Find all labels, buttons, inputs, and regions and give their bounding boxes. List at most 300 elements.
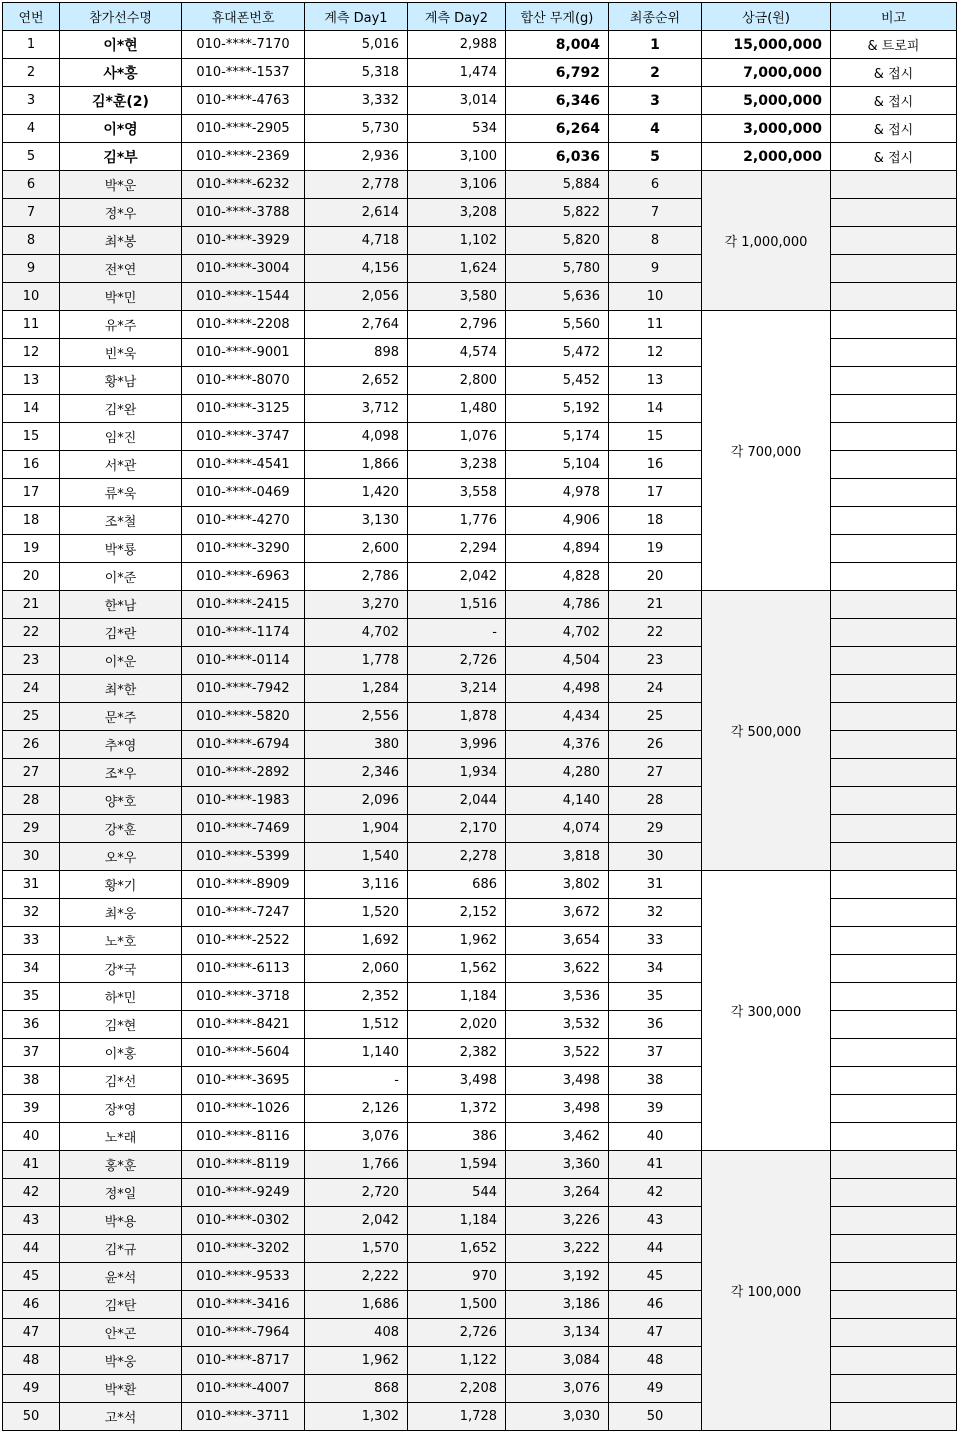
cell-day2: 4,574 (408, 339, 506, 367)
cell-phone: 010-****-6113 (182, 955, 305, 983)
cell-total: 6,792 (506, 59, 609, 87)
cell-note (831, 675, 957, 703)
cell-no: 47 (3, 1319, 60, 1347)
cell-rank: 7 (609, 199, 702, 227)
cell-phone: 010-****-3711 (182, 1403, 305, 1431)
cell-no: 4 (3, 115, 60, 143)
cell-name: 김*훈(2) (60, 87, 182, 115)
cell-name: 김*현 (60, 1011, 182, 1039)
cell-day1: 2,600 (305, 535, 408, 563)
cell-day1: 4,718 (305, 227, 408, 255)
cell-note (831, 199, 957, 227)
cell-name: 홍*훈 (60, 1151, 182, 1179)
cell-total: 3,226 (506, 1207, 609, 1235)
cell-total: 6,346 (506, 87, 609, 115)
cell-no: 13 (3, 367, 60, 395)
cell-no: 10 (3, 283, 60, 311)
cell-phone: 010-****-7942 (182, 675, 305, 703)
cell-total: 5,780 (506, 255, 609, 283)
cell-note (831, 1375, 957, 1403)
cell-name: 이*운 (60, 647, 182, 675)
cell-day1: - (305, 1067, 408, 1095)
cell-day1: 4,156 (305, 255, 408, 283)
cell-name: 최*봉 (60, 227, 182, 255)
cell-day1: 2,346 (305, 759, 408, 787)
cell-total: 3,076 (506, 1375, 609, 1403)
cell-phone: 010-****-5820 (182, 703, 305, 731)
cell-prize-group: 각 1,000,000 (702, 171, 831, 311)
cell-phone: 010-****-4541 (182, 451, 305, 479)
cell-no: 18 (3, 507, 60, 535)
cell-note (831, 1263, 957, 1291)
cell-total: 3,672 (506, 899, 609, 927)
cell-day2: 686 (408, 871, 506, 899)
cell-day2: 3,106 (408, 171, 506, 199)
cell-name: 류*욱 (60, 479, 182, 507)
cell-rank: 40 (609, 1123, 702, 1151)
cell-prize-group: 각 700,000 (702, 311, 831, 591)
cell-day2: 2,152 (408, 899, 506, 927)
cell-rank: 48 (609, 1347, 702, 1375)
cell-no: 39 (3, 1095, 60, 1123)
cell-phone: 010-****-9001 (182, 339, 305, 367)
cell-phone: 010-****-2369 (182, 143, 305, 171)
cell-phone: 010-****-8717 (182, 1347, 305, 1375)
cell-total: 8,004 (506, 31, 609, 59)
cell-day1: 1,420 (305, 479, 408, 507)
cell-no: 9 (3, 255, 60, 283)
cell-total: 4,074 (506, 815, 609, 843)
cell-no: 45 (3, 1263, 60, 1291)
cell-rank: 2 (609, 59, 702, 87)
cell-phone: 010-****-4763 (182, 87, 305, 115)
cell-day2: 970 (408, 1263, 506, 1291)
cell-day2: 3,498 (408, 1067, 506, 1095)
cell-day2: 2,020 (408, 1011, 506, 1039)
cell-note (831, 759, 957, 787)
cell-total: 3,536 (506, 983, 609, 1011)
cell-phone: 010-****-3125 (182, 395, 305, 423)
cell-rank: 13 (609, 367, 702, 395)
cell-name: 김*규 (60, 1235, 182, 1263)
cell-rank: 25 (609, 703, 702, 731)
cell-total: 5,192 (506, 395, 609, 423)
cell-total: 3,802 (506, 871, 609, 899)
cell-name: 김*란 (60, 619, 182, 647)
cell-note (831, 255, 957, 283)
cell-total: 3,622 (506, 955, 609, 983)
cell-day1: 3,130 (305, 507, 408, 535)
cell-day2: 1,076 (408, 423, 506, 451)
cell-note (831, 927, 957, 955)
cell-day1: 868 (305, 1375, 408, 1403)
cell-note (831, 507, 957, 535)
cell-rank: 14 (609, 395, 702, 423)
cell-name: 최*웅 (60, 899, 182, 927)
cell-prize: 2,000,000 (702, 143, 831, 171)
cell-note (831, 1235, 957, 1263)
cell-note: & 접시 (831, 143, 957, 171)
cell-note (831, 227, 957, 255)
cell-no: 49 (3, 1375, 60, 1403)
cell-name: 정*우 (60, 199, 182, 227)
cell-day1: 5,016 (305, 31, 408, 59)
cell-total: 3,654 (506, 927, 609, 955)
cell-day2: 2,796 (408, 311, 506, 339)
cell-note (831, 983, 957, 1011)
cell-name: 임*진 (60, 423, 182, 451)
cell-note (831, 339, 957, 367)
cell-phone: 010-****-4270 (182, 507, 305, 535)
cell-note (831, 1011, 957, 1039)
cell-name: 하*민 (60, 983, 182, 1011)
cell-day2: 1,962 (408, 927, 506, 955)
cell-name: 김*선 (60, 1067, 182, 1095)
cell-total: 3,030 (506, 1403, 609, 1431)
cell-total: 3,498 (506, 1095, 609, 1123)
cell-total: 5,636 (506, 283, 609, 311)
cell-name: 양*호 (60, 787, 182, 815)
cell-note (831, 787, 957, 815)
cell-rank: 32 (609, 899, 702, 927)
table-row (3, 871, 957, 899)
cell-phone: 010-****-7170 (182, 31, 305, 59)
cell-phone: 010-****-3695 (182, 1067, 305, 1095)
cell-phone: 010-****-0114 (182, 647, 305, 675)
cell-name: 사*홍 (60, 59, 182, 87)
cell-no: 15 (3, 423, 60, 451)
cell-note (831, 367, 957, 395)
cell-total: 5,452 (506, 367, 609, 395)
cell-no: 36 (3, 1011, 60, 1039)
cell-phone: 010-****-2522 (182, 927, 305, 955)
cell-name: 최*한 (60, 675, 182, 703)
cell-rank: 34 (609, 955, 702, 983)
cell-day1: 408 (305, 1319, 408, 1347)
cell-phone: 010-****-6232 (182, 171, 305, 199)
cell-day2: 2,044 (408, 787, 506, 815)
cell-day1: 2,126 (305, 1095, 408, 1123)
cell-rank: 16 (609, 451, 702, 479)
cell-name: 강*훈 (60, 815, 182, 843)
cell-day2: 1,480 (408, 395, 506, 423)
cell-note: & 접시 (831, 59, 957, 87)
col-header-prize: 상금(원) (702, 3, 831, 31)
cell-day2: 2,278 (408, 843, 506, 871)
cell-no: 17 (3, 479, 60, 507)
cell-day2: 1,776 (408, 507, 506, 535)
cell-name: 박*환 (60, 1375, 182, 1403)
header-row (3, 3, 957, 31)
cell-phone: 010-****-8909 (182, 871, 305, 899)
cell-name: 이*영 (60, 115, 182, 143)
cell-total: 4,376 (506, 731, 609, 759)
cell-no: 48 (3, 1347, 60, 1375)
cell-total: 5,472 (506, 339, 609, 367)
cell-phone: 010-****-7247 (182, 899, 305, 927)
cell-day1: 3,332 (305, 87, 408, 115)
cell-note (831, 1151, 957, 1179)
cell-rank: 19 (609, 535, 702, 563)
cell-phone: 010-****-0469 (182, 479, 305, 507)
cell-note (831, 1207, 957, 1235)
cell-phone: 010-****-1174 (182, 619, 305, 647)
cell-note: & 접시 (831, 87, 957, 115)
cell-no: 42 (3, 1179, 60, 1207)
cell-rank: 22 (609, 619, 702, 647)
cell-note (831, 703, 957, 731)
cell-name: 이*홍 (60, 1039, 182, 1067)
cell-phone: 010-****-5604 (182, 1039, 305, 1067)
cell-day2: 1,102 (408, 227, 506, 255)
cell-no: 11 (3, 311, 60, 339)
cell-no: 1 (3, 31, 60, 59)
cell-no: 12 (3, 339, 60, 367)
cell-note (831, 1095, 957, 1123)
cell-day1: 1,904 (305, 815, 408, 843)
cell-day2: 2,042 (408, 563, 506, 591)
cell-day2: 544 (408, 1179, 506, 1207)
cell-name: 이*현 (60, 31, 182, 59)
cell-day1: 2,352 (305, 983, 408, 1011)
cell-phone: 010-****-3747 (182, 423, 305, 451)
col-header-name: 참가선수명 (60, 3, 182, 31)
cell-rank: 46 (609, 1291, 702, 1319)
col-header-phone: 휴대폰번호 (182, 3, 305, 31)
cell-day1: 3,076 (305, 1123, 408, 1151)
cell-day1: 2,222 (305, 1263, 408, 1291)
cell-day1: 1,540 (305, 843, 408, 871)
cell-day1: 4,098 (305, 423, 408, 451)
cell-day1: 2,786 (305, 563, 408, 591)
cell-rank: 30 (609, 843, 702, 871)
cell-name: 황*기 (60, 871, 182, 899)
cell-rank: 43 (609, 1207, 702, 1235)
cell-total: 4,504 (506, 647, 609, 675)
cell-no: 30 (3, 843, 60, 871)
cell-phone: 010-****-6963 (182, 563, 305, 591)
table-row (3, 311, 957, 339)
cell-no: 41 (3, 1151, 60, 1179)
cell-total: 3,462 (506, 1123, 609, 1151)
cell-name: 장*영 (60, 1095, 182, 1123)
cell-day2: 1,562 (408, 955, 506, 983)
cell-rank: 24 (609, 675, 702, 703)
cell-prize: 7,000,000 (702, 59, 831, 87)
cell-no: 38 (3, 1067, 60, 1095)
cell-total: 3,360 (506, 1151, 609, 1179)
cell-phone: 010-****-9249 (182, 1179, 305, 1207)
cell-day1: 380 (305, 731, 408, 759)
cell-day2: 1,372 (408, 1095, 506, 1123)
cell-note: & 트로피 (831, 31, 957, 59)
cell-prize-group: 각 300,000 (702, 871, 831, 1151)
cell-phone: 010-****-1537 (182, 59, 305, 87)
cell-day2: 1,652 (408, 1235, 506, 1263)
cell-day1: 1,302 (305, 1403, 408, 1431)
cell-name: 오*우 (60, 843, 182, 871)
cell-name: 박*룡 (60, 535, 182, 563)
cell-note (831, 843, 957, 871)
cell-day2: 2,726 (408, 1319, 506, 1347)
cell-phone: 010-****-4007 (182, 1375, 305, 1403)
cell-rank: 8 (609, 227, 702, 255)
cell-no: 25 (3, 703, 60, 731)
cell-rank: 45 (609, 1263, 702, 1291)
cell-no: 31 (3, 871, 60, 899)
cell-prize: 3,000,000 (702, 115, 831, 143)
cell-day1: 898 (305, 339, 408, 367)
cell-day2: 534 (408, 115, 506, 143)
cell-note (831, 815, 957, 843)
cell-total: 5,174 (506, 423, 609, 451)
cell-day2: 3,580 (408, 283, 506, 311)
cell-name: 유*주 (60, 311, 182, 339)
cell-note (831, 283, 957, 311)
cell-rank: 42 (609, 1179, 702, 1207)
cell-phone: 010-****-2208 (182, 311, 305, 339)
cell-day2: 2,800 (408, 367, 506, 395)
cell-no: 21 (3, 591, 60, 619)
cell-no: 6 (3, 171, 60, 199)
cell-total: 4,786 (506, 591, 609, 619)
cell-name: 전*연 (60, 255, 182, 283)
cell-no: 14 (3, 395, 60, 423)
cell-note (831, 1403, 957, 1431)
cell-no: 19 (3, 535, 60, 563)
cell-day1: 3,712 (305, 395, 408, 423)
col-header-day1: 계측 Day1 (305, 3, 408, 31)
cell-name: 박*민 (60, 283, 182, 311)
cell-rank: 47 (609, 1319, 702, 1347)
cell-day2: 2,988 (408, 31, 506, 59)
table-row (3, 31, 957, 59)
cell-no: 2 (3, 59, 60, 87)
cell-no: 46 (3, 1291, 60, 1319)
cell-name: 황*남 (60, 367, 182, 395)
cell-day1: 5,318 (305, 59, 408, 87)
cell-note (831, 535, 957, 563)
cell-phone: 010-****-8421 (182, 1011, 305, 1039)
cell-day1: 2,936 (305, 143, 408, 171)
cell-name: 정*일 (60, 1179, 182, 1207)
cell-phone: 010-****-1026 (182, 1095, 305, 1123)
cell-phone: 010-****-3788 (182, 199, 305, 227)
cell-note (831, 899, 957, 927)
col-header-no: 연번 (3, 3, 60, 31)
cell-phone: 010-****-2905 (182, 115, 305, 143)
cell-total: 4,498 (506, 675, 609, 703)
cell-rank: 12 (609, 339, 702, 367)
cell-rank: 18 (609, 507, 702, 535)
cell-day2: 1,500 (408, 1291, 506, 1319)
cell-day1: 2,042 (305, 1207, 408, 1235)
cell-no: 26 (3, 731, 60, 759)
cell-total: 5,104 (506, 451, 609, 479)
cell-rank: 17 (609, 479, 702, 507)
cell-no: 40 (3, 1123, 60, 1151)
cell-total: 3,264 (506, 1179, 609, 1207)
cell-rank: 50 (609, 1403, 702, 1431)
cell-name: 박*운 (60, 171, 182, 199)
cell-total: 6,036 (506, 143, 609, 171)
cell-rank: 27 (609, 759, 702, 787)
cell-note (831, 171, 957, 199)
cell-day1: 1,766 (305, 1151, 408, 1179)
cell-no: 22 (3, 619, 60, 647)
cell-total: 3,522 (506, 1039, 609, 1067)
cell-prize: 15,000,000 (702, 31, 831, 59)
cell-day2: 2,294 (408, 535, 506, 563)
cell-note (831, 451, 957, 479)
cell-phone: 010-****-5399 (182, 843, 305, 871)
cell-phone: 010-****-3004 (182, 255, 305, 283)
table-row (3, 87, 957, 115)
cell-rank: 26 (609, 731, 702, 759)
cell-name: 빈*욱 (60, 339, 182, 367)
cell-no: 32 (3, 899, 60, 927)
cell-day2: 2,726 (408, 647, 506, 675)
cell-total: 3,192 (506, 1263, 609, 1291)
cell-note (831, 591, 957, 619)
cell-name: 노*호 (60, 927, 182, 955)
cell-rank: 41 (609, 1151, 702, 1179)
col-header-note: 비고 (831, 3, 957, 31)
cell-day1: 2,652 (305, 367, 408, 395)
cell-day2: 3,996 (408, 731, 506, 759)
cell-no: 43 (3, 1207, 60, 1235)
cell-note (831, 423, 957, 451)
cell-note (831, 563, 957, 591)
cell-day1: 1,962 (305, 1347, 408, 1375)
cell-day2: 2,208 (408, 1375, 506, 1403)
cell-phone: 010-****-2415 (182, 591, 305, 619)
col-header-day2: 계측 Day2 (408, 3, 506, 31)
cell-name: 박*웅 (60, 1347, 182, 1375)
cell-name: 노*래 (60, 1123, 182, 1151)
cell-total: 5,822 (506, 199, 609, 227)
cell-day2: 2,170 (408, 815, 506, 843)
cell-note (831, 479, 957, 507)
cell-day1: 2,778 (305, 171, 408, 199)
cell-rank: 29 (609, 815, 702, 843)
cell-day1: 2,720 (305, 1179, 408, 1207)
cell-day2: 1,122 (408, 1347, 506, 1375)
cell-day2: 1,474 (408, 59, 506, 87)
cell-day2: 1,516 (408, 591, 506, 619)
cell-no: 34 (3, 955, 60, 983)
cell-rank: 44 (609, 1235, 702, 1263)
cell-note (831, 311, 957, 339)
table-row (3, 59, 957, 87)
cell-day1: 1,570 (305, 1235, 408, 1263)
cell-prize-group: 각 500,000 (702, 591, 831, 871)
cell-rank: 21 (609, 591, 702, 619)
cell-phone: 010-****-2892 (182, 759, 305, 787)
cell-no: 37 (3, 1039, 60, 1067)
cell-phone: 010-****-9533 (182, 1263, 305, 1291)
cell-prize: 5,000,000 (702, 87, 831, 115)
cell-day2: 1,594 (408, 1151, 506, 1179)
cell-total: 3,134 (506, 1319, 609, 1347)
table-row (3, 1151, 957, 1179)
cell-name: 윤*석 (60, 1263, 182, 1291)
cell-phone: 010-****-0302 (182, 1207, 305, 1235)
cell-day1: 5,730 (305, 115, 408, 143)
cell-day2: 1,184 (408, 1207, 506, 1235)
cell-total: 4,434 (506, 703, 609, 731)
cell-name: 서*관 (60, 451, 182, 479)
